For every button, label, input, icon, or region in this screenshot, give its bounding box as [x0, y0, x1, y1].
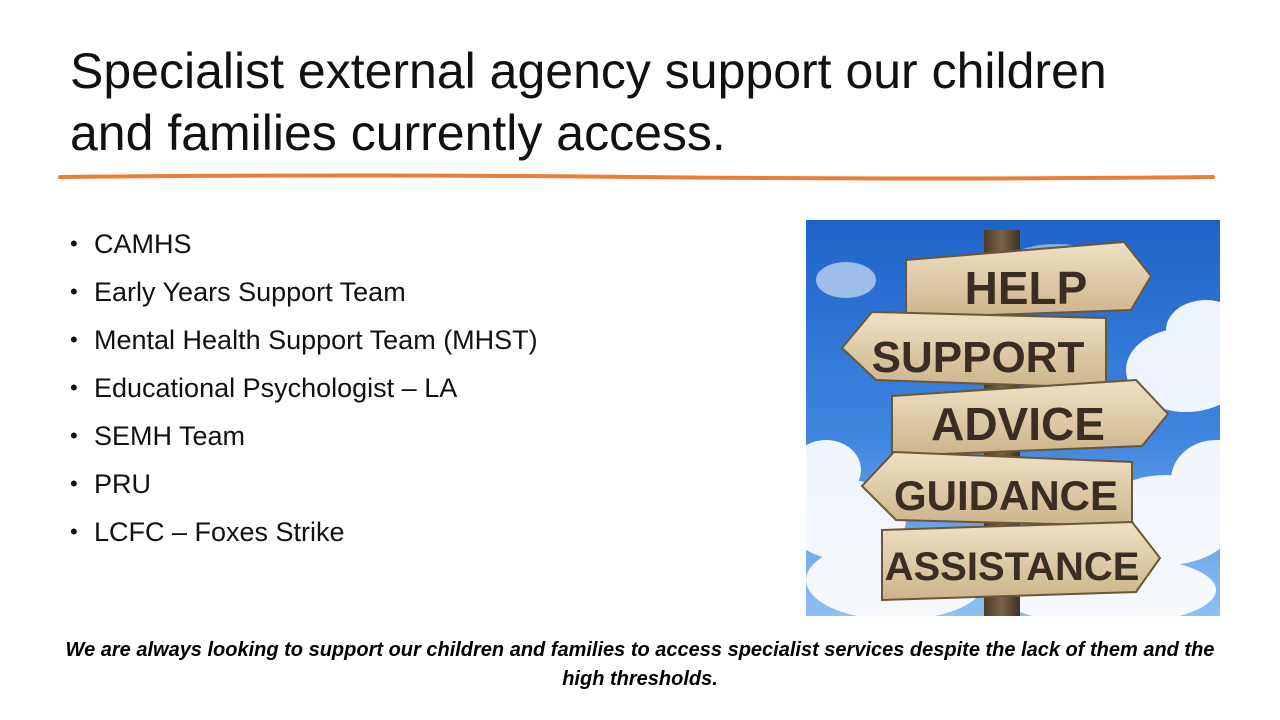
sign-support-label: SUPPORT	[871, 333, 1085, 382]
bullet-dot: •	[70, 231, 78, 256]
title-line-2: and families currently access.	[70, 105, 726, 161]
list-item-text: LCFC – Foxes Strike	[94, 516, 345, 547]
list-item	[70, 268, 770, 316]
sign-guidance-label: GUIDANCE	[893, 472, 1119, 519]
sign-advice-label: ADVICE	[931, 398, 1105, 450]
bullet-dot: •	[70, 327, 78, 352]
sign-guidance	[862, 452, 1132, 526]
bullet-list	[70, 220, 770, 556]
sign-assistance-label: ASSISTANCE	[884, 545, 1140, 589]
list-item	[70, 508, 770, 556]
list-item-text: Educational Psychologist – LA	[94, 372, 458, 403]
sign-help-label: HELP	[964, 262, 1088, 314]
bullet-dot: •	[70, 519, 78, 544]
list-item	[70, 460, 770, 508]
list-item	[70, 316, 770, 364]
bullet-dot: •	[70, 423, 78, 448]
list-item-text: Mental Health Support Team (MHST)	[94, 324, 538, 355]
list-item-text: CAMHS	[94, 228, 192, 259]
list-item	[70, 364, 770, 412]
sign-assistance	[882, 522, 1160, 600]
footer-note: We are always looking to support our children and families to access specialist services despite the lack of them and the high thresholds.	[65, 639, 1215, 690]
bullet-dot: •	[70, 471, 78, 496]
signpost-image	[806, 220, 1220, 616]
bullet-dot: •	[70, 279, 78, 304]
title-underline	[58, 172, 1215, 182]
sign-support	[842, 312, 1106, 388]
list-item	[70, 412, 770, 460]
list-item-text: SEMH Team	[94, 420, 246, 451]
bullet-dot: •	[70, 375, 78, 400]
slide-title	[70, 40, 1230, 164]
list-item	[70, 220, 770, 268]
signpost-illustration	[806, 220, 1220, 616]
list-item-text: PRU	[94, 468, 152, 499]
title-line-1: Specialist external agency support our children	[70, 43, 1107, 99]
list-item-text: Early Years Support Team	[94, 276, 406, 307]
